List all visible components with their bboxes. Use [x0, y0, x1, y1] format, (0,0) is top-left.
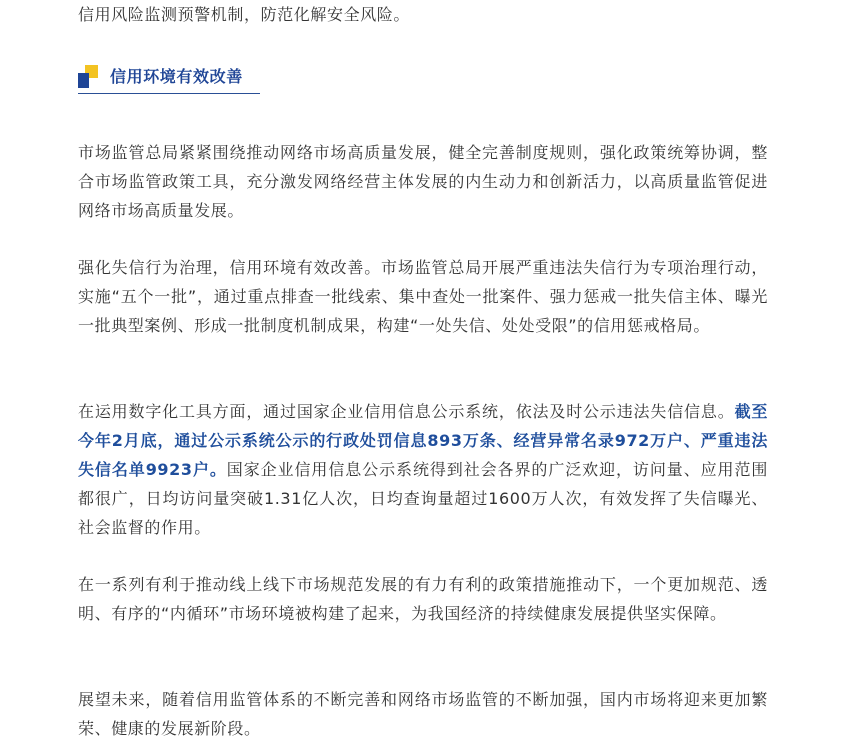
digital-tools-text-end: 国家企业信用信息公示系统得到社会各界的广泛欢迎，访问量、应用范围都很广，日均访问量突破1.31亿人次，日均查询量超过1600万人次，有效发挥了失信曝光、社会监督的作用。: [78, 460, 768, 537]
paragraph-credit-governance: 强化失信行为治理，信用环境有效改善。市场监管总局开展严重违法失信行为专项治理行动，实施“五个一批”，通过重点排查一批线索、集中查处一批案件、强力惩戒一批失信主体、曝光一批典型案例、形成一批制度机制成果，构建“一处失信、处处受限”的信用惩戒格局。: [78, 258, 768, 335]
paragraph-digital-tools: [78, 397, 768, 542]
paragraph-outlook: 展望未来，随着信用监管体系的不断完善和网络市场监管的不断加强，国内市场将迎来更加繁荣、健康的发展新阶段。: [78, 690, 768, 738]
section-heading: [78, 63, 260, 94]
paragraph-inner-circulation: 在一系列有利于推动线上线下市场规范发展的有力有利的政策措施推动下，一个更加规范、透明、有序的“内循环”市场环境被构建了起来，为我国经济的持续健康发展提供坚实保障。: [78, 575, 768, 623]
section-marker-icon: [78, 65, 100, 89]
section-title: 信用环境有效改善: [110, 67, 243, 86]
paragraph-market-supervision: 市场监管总局紧紧围绕推动网络市场高质量发展，健全完善制度规则，强化政策统筹协调，整合市场监管政策工具，充分激发网络经营主体发展的内生动力和创新活力，以高质量监管促进网络市场高质量发展。: [78, 143, 768, 220]
digital-tools-text-start: 在运用数字化工具方面，通过国家企业信用信息公示系统，依法及时公示违法失信信息。: [78, 402, 735, 421]
intro-tail-paragraph: 信用风险监测预警机制，防范化解安全风险。: [78, 5, 411, 24]
digital-tools-highlight: 截至今年2月底，通过公示系统公示的行政处罚信息893万条、经营异常名录972万户、严重违法失信名单9923户。: [78, 402, 768, 479]
